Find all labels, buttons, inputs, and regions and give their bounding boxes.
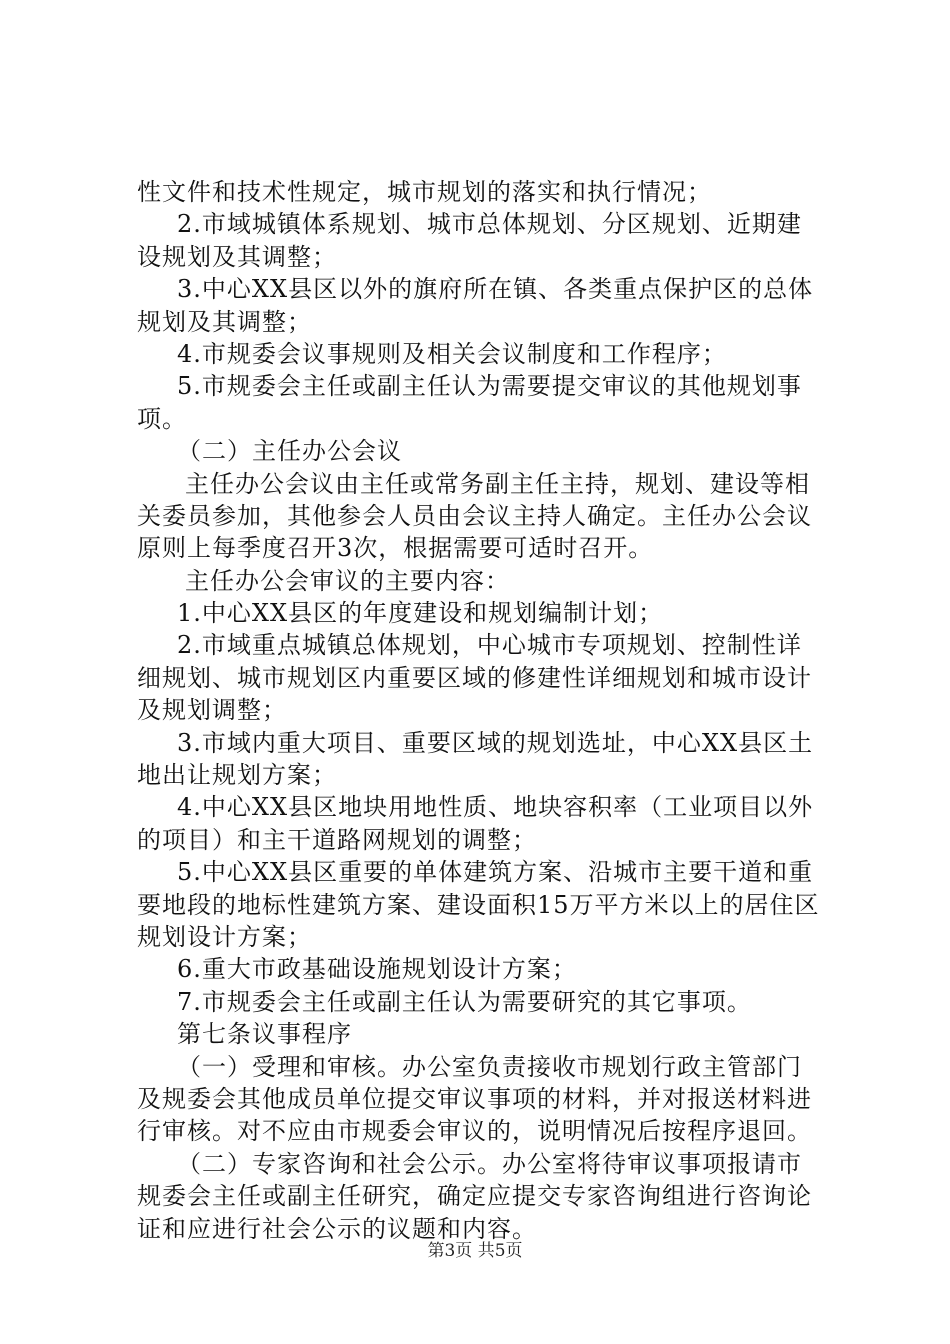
text-line: 2.市域城镇体系规划、城市总体规划、分区规划、近期建 (177, 210, 802, 239)
text-line: 6.重大市政基础设施规划设计方案； (177, 955, 577, 984)
text-line: 2.市域重点城镇总体规划，中心城市专项规划、控制性详 (177, 631, 802, 660)
page-number: 第3页 共5页 (427, 1241, 523, 1261)
text-line: 设规划及其调整； (137, 242, 337, 271)
text-line: 要地段的地标性建筑方案、建设面积15万平方米以上的居住区 (137, 890, 820, 919)
text-line: 及规委会其他成员单位提交审议事项的材料，并对报送材料进 (137, 1084, 812, 1113)
text-line: 3.市域内重大项目、重要区域的规划选址，中心XX县区土 (177, 728, 814, 757)
text-line: 7.市规委会主任或副主任认为需要研究的其它事项。 (177, 987, 752, 1016)
text-line: 及规划调整； (137, 696, 287, 725)
text-line: 原则上每季度召开3次，根据需要可适时召开。 (137, 534, 654, 563)
section-heading: （二）主任办公会议 (177, 437, 402, 466)
text-line: （一）受理和审核。办公室负责接收市规划行政主管部门 (177, 1052, 802, 1081)
text-line: 4.中心XX县区地块用地性质、地块容积率（工业项目以外 (177, 793, 814, 822)
text-line: 关委员参加，其他参会人员由会议主持人确定。主任办公会议 (137, 501, 812, 530)
text-line: 规划及其调整； (137, 307, 312, 336)
text-line: 证和应进行社会公示的议题和内容。 (137, 1214, 537, 1243)
text-line: 3.中心XX县区以外的旗府所在镇、各类重点保护区的总体 (177, 275, 814, 304)
text-line: 的项目）和主干道路网规划的调整； (137, 825, 537, 854)
document-body (137, 176, 837, 1245)
text-line: （二）专家咨询和社会公示。办公室将待审议事项报请市 (177, 1149, 802, 1178)
text-line: 主任办公会审议的主要内容： (185, 566, 510, 595)
text-line: 1.中心XX县区的年度建设和规划编制计划； (177, 599, 664, 628)
text-line: 细规划、城市规划区内重要区域的修建性详细规划和城市设计 (137, 663, 812, 692)
text-line: 规委会主任或副主任研究，确定应提交专家咨询组进行咨询论 (137, 1182, 812, 1211)
text-line: 4.市规委会议事规则及相关会议制度和工作程序； (177, 339, 727, 368)
text-line: 规划设计方案； (137, 922, 312, 951)
text-line: 性文件和技术性规定，城市规划的落实和执行情况； (137, 178, 712, 206)
text-line: 5.中心XX县区重要的单体建筑方案、沿城市主要干道和重 (177, 858, 814, 887)
text-line: 主任办公会议由主任或常务副主任主持，规划、建设等相 (185, 469, 810, 498)
text-line: 项。 (137, 404, 187, 433)
text-line: 5.市规委会主任或副主任认为需要提交审议的其他规划事 (177, 372, 802, 401)
text-line: 行审核。对不应由市规委会审议的，说明情况后按程序退回。 (137, 1117, 812, 1146)
article-heading: 第七条议事程序 (177, 1020, 352, 1049)
text-line: 地出让规划方案； (137, 761, 337, 790)
